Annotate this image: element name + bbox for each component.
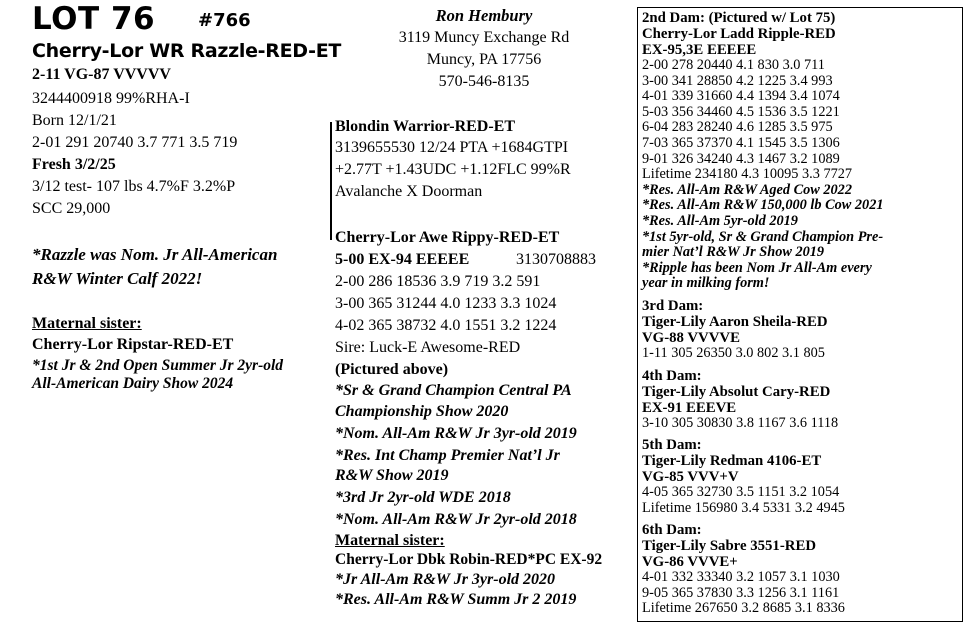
dam-maternal-sister-name: Cherry-Lor Dbk Robin-RED*PC EX-92 — [335, 551, 603, 568]
pedigree-bracket-line — [330, 122, 332, 240]
dam-pictured-note: (Pictured above) — [335, 361, 449, 378]
second-dam-record: 4-01 339 31660 4.4 1394 3.4 1074 — [642, 88, 840, 105]
dam-record-3: 4-02 365 38732 4.0 1551 3.2 1224 — [335, 317, 557, 334]
third-dam-record: 1-11 305 26350 3.0 802 3.1 805 — [642, 344, 825, 361]
maternal-sister-note-2: All-American Dairy Show 2024 — [32, 375, 234, 392]
second-dam-honor: mier Nat’l R&W Jr Show 2019 — [642, 244, 825, 261]
sixth-dam-record: 4-01 332 33340 3.2 1057 3.1 1030 — [642, 569, 840, 586]
sixth-dam-lifetime: Lifetime 267650 3.2 8685 3.1 8336 — [642, 600, 845, 617]
scc-value: SCC 29,000 — [32, 200, 111, 217]
second-dam-classification: EX-95,3E EEEEE — [642, 42, 757, 58]
maternal-sister-heading: Maternal sister: — [32, 315, 142, 332]
second-dam-honor: *Ripple has been Nom Jr All-Am every — [642, 259, 872, 276]
second-dam-record: 9-01 326 34240 4.3 1467 3.2 1089 — [642, 150, 840, 167]
test-result: 3/12 test- 107 lbs 4.7%F 3.2%P — [32, 178, 236, 195]
fifth-dam-classification: VG-85 VVV+V — [642, 469, 739, 486]
fourth-dam-heading: 4th Dam: — [642, 367, 702, 384]
consignor-address-1: 3119 Muncy Exchange Rd — [398, 29, 570, 46]
sixth-dam-classification: VG-86 VVVE+ — [642, 554, 738, 571]
registration-id: 3244400918 99%RHA-I — [32, 90, 190, 107]
honor-line-2: R&W Winter Calf 2022! — [32, 269, 203, 288]
second-dam-honor: *Res. All-Am R&W Aged Cow 2022 — [642, 181, 852, 198]
fourth-dam-classification: EX-91 EEEVE — [642, 399, 737, 416]
second-dam-honor: year in milking form! — [642, 275, 770, 292]
dam-maternal-sister-note: *Res. All-Am R&W Summ Jr 2 2019 — [335, 591, 577, 608]
sixth-dam-record: 9-05 365 37830 3.3 1256 3.1 1161 — [642, 584, 840, 601]
fifth-dam-lifetime: Lifetime 156980 3.4 5331 3.2 4945 — [642, 499, 845, 516]
classification: 2-11 VG-87 VVVVV — [32, 66, 171, 83]
fifth-dam-name: Tiger-Lily Redman 4106-ET — [642, 453, 822, 470]
second-dam-heading: 2nd Dam: (Pictured w/ Lot 75) — [642, 10, 836, 26]
sire-genomic-line-1: 3139655530 12/24 PTA +1684GTPI — [335, 139, 569, 156]
second-dam-honor: *1st 5yr-old, Sr & Grand Champion Pre- — [642, 228, 884, 245]
cow-name: Cherry-Lor WR Razzle-RED-ET — [32, 40, 342, 62]
sire-genomic-line-2: +2.77T +1.43UDC +1.12FLC 99%R — [335, 161, 571, 178]
second-dam-lifetime: Lifetime 234180 4.3 10095 3.3 7727 — [642, 166, 853, 183]
dam-sire: Sire: Luck-E Awesome-RED — [335, 339, 521, 356]
dam-name: Cherry-Lor Awe Rippy-RED-ET — [335, 229, 560, 246]
dam-record-2: 3-00 365 31244 4.0 1233 3.3 1024 — [335, 295, 557, 312]
dam-classification: 5-00 EX-94 EEEEE — [335, 251, 470, 268]
dam-record-1: 2-00 286 18536 3.9 719 3.2 591 — [335, 273, 541, 290]
sixth-dam-heading: 6th Dam: — [642, 522, 702, 539]
dam-honor: *Nom. All-Am R&W Jr 3yr-old 2019 — [335, 425, 577, 442]
lot-number: #766 — [198, 10, 251, 31]
consignor-address-2: Muncy, PA 17756 — [426, 51, 542, 68]
dam-honor: *Nom. All-Am R&W Jr 2yr-old 2018 — [335, 511, 577, 528]
dam-honor: *Sr & Grand Champion Central PA — [335, 382, 572, 399]
second-dam-name: Cherry-Lor Ladd Ripple-RED — [642, 26, 836, 42]
sire-pedigree: Avalanche X Doorman — [335, 183, 483, 200]
dam-honor: Championship Show 2020 — [335, 403, 509, 420]
dam-honor: *3rd Jr 2yr-old WDE 2018 — [335, 489, 511, 506]
production-record: 2-01 291 20740 3.7 771 3.5 719 — [32, 134, 238, 151]
third-dam-heading: 3rd Dam: — [642, 297, 704, 314]
dam-maternal-sister-heading: Maternal sister: — [335, 532, 445, 549]
second-dam-record: 7-03 365 37370 4.1 1545 3.5 1306 — [642, 134, 840, 151]
second-dam-honor: *Res. All-Am 5yr-old 2019 — [642, 212, 798, 229]
fourth-dam-name: Tiger-Lily Absolut Cary-RED — [642, 383, 831, 400]
honor-line-1: *Razzle was Nom. Jr All-American — [32, 245, 278, 264]
fresh-date: Fresh 3/2/25 — [32, 156, 116, 173]
third-dam-classification: VG-88 VVVVE — [642, 329, 740, 346]
dam-registration: 3130708883 — [516, 251, 596, 268]
birth-date: Born 12/1/21 — [32, 112, 117, 129]
fifth-dam-heading: 5th Dam: — [642, 437, 702, 454]
lot-title: LOT 76 — [32, 1, 156, 37]
sixth-dam-name: Tiger-Lily Sabre 3551-RED — [642, 538, 817, 555]
third-dam-name: Tiger-Lily Aaron Sheila-RED — [642, 313, 828, 330]
second-dam-record: 5-03 356 34460 4.5 1536 3.5 1221 — [642, 103, 840, 120]
maternal-sister-name: Cherry-Lor Ripstar-RED-ET — [32, 336, 234, 353]
consignor-phone: 570-546-8135 — [438, 73, 530, 90]
sire-name: Blondin Warrior-RED-ET — [335, 118, 516, 135]
ancestry-column — [642, 10, 960, 617]
consignor-name: Ron Hembury — [435, 6, 533, 25]
dam-honor: *Res. Int Champ Premier Nat’l Jr — [335, 447, 560, 464]
fifth-dam-record: 4-05 365 32730 3.5 1151 3.2 1054 — [642, 484, 840, 501]
dam-honor: R&W Show 2019 — [335, 467, 449, 484]
second-dam-record: 6-04 283 28240 4.6 1285 3.5 975 — [642, 119, 833, 136]
second-dam-record: 2-00 278 20440 4.1 830 3.0 711 — [642, 57, 825, 73]
dam-maternal-sister-note: *Jr All-Am R&W Jr 3yr-old 2020 — [335, 571, 556, 588]
second-dam-honor: *Res. All-Am R&W 150,000 lb Cow 2021 — [642, 197, 884, 214]
fourth-dam-record: 3-10 305 30830 3.8 1167 3.6 1118 — [642, 414, 839, 431]
second-dam-record: 3-00 341 28850 4.2 1225 3.4 993 — [642, 72, 833, 89]
maternal-sister-note-1: *1st Jr & 2nd Open Summer Jr 2yr-old — [32, 357, 284, 374]
